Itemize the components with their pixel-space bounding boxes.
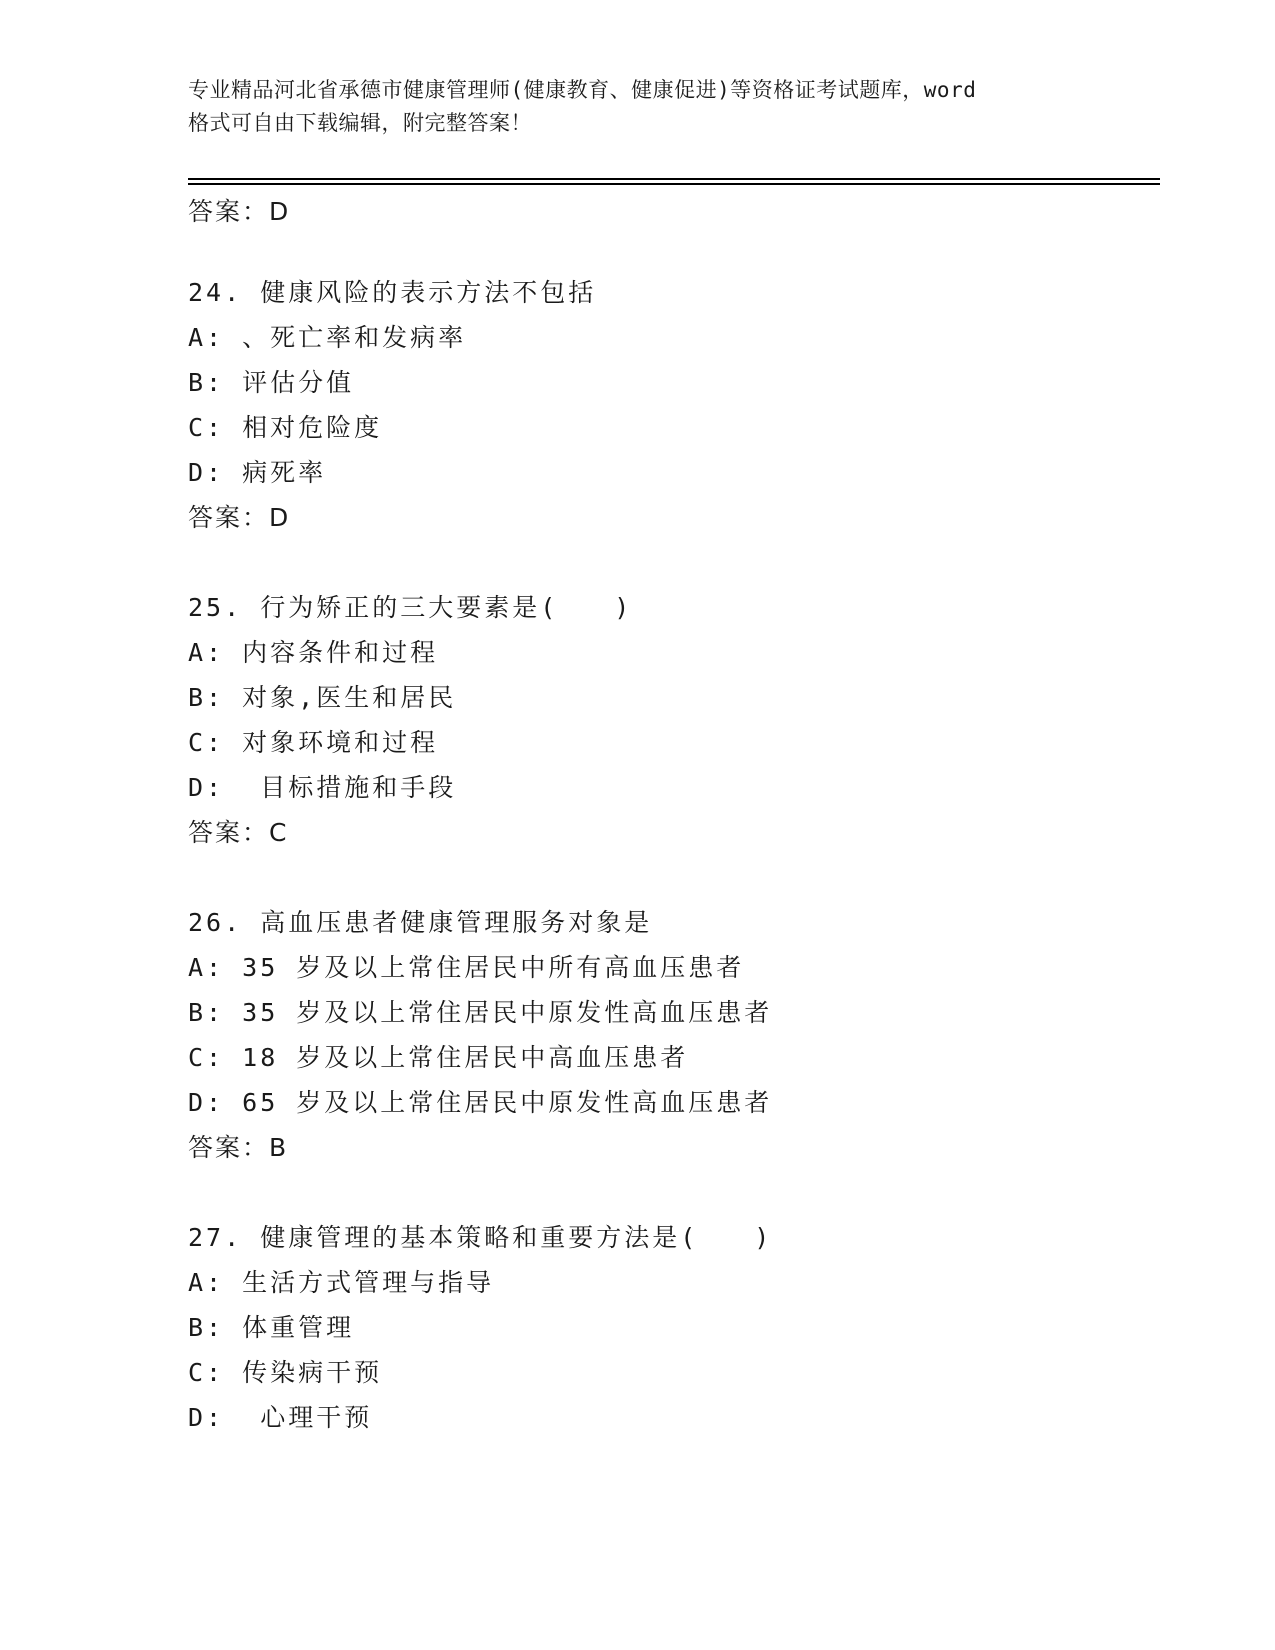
option-a: A: 内容条件和过程 bbox=[188, 638, 439, 667]
option-b: B: 对象,医生和居民 bbox=[188, 683, 457, 712]
option-c: C: 18 岁及以上常住居民中高血压患者 bbox=[188, 1043, 689, 1072]
page-header bbox=[188, 74, 1088, 140]
option-d: D: 心理干预 bbox=[188, 1403, 373, 1432]
answer-line: 答案：D bbox=[188, 503, 291, 532]
question-title: 25. 行为矫正的三大要素是( ) bbox=[188, 593, 633, 622]
option-b: B: 35 岁及以上常住居民中原发性高血压患者 bbox=[188, 998, 773, 1027]
header-divider-bottom bbox=[188, 183, 1160, 185]
option-d: D: 65 岁及以上常住居民中原发性高血压患者 bbox=[188, 1088, 773, 1117]
option-a: A: 生活方式管理与指导 bbox=[188, 1268, 495, 1297]
header-line-1: 专业精品河北省承德市健康管理师(健康教育、健康促进)等资格证考试题库，word bbox=[188, 78, 977, 102]
previous-answer: 答案：D bbox=[188, 197, 291, 226]
header-line-2: 格式可自由下载编辑，附完整答案！ bbox=[188, 111, 532, 135]
question-title: 24. 健康风险的表示方法不包括 bbox=[188, 278, 597, 307]
option-b: B: 体重管理 bbox=[188, 1313, 355, 1342]
header-divider-top bbox=[188, 178, 1160, 180]
option-c: C: 对象环境和过程 bbox=[188, 728, 439, 757]
question-title: 27. 健康管理的基本策略和重要方法是( ) bbox=[188, 1223, 773, 1252]
option-c: C: 相对危险度 bbox=[188, 413, 383, 442]
option-a: A: 、死亡率和发病率 bbox=[188, 323, 467, 352]
option-d: D: 病死率 bbox=[188, 458, 327, 487]
answer-line: 答案：B bbox=[188, 1133, 289, 1162]
question-title: 26. 高血压患者健康管理服务对象是 bbox=[188, 908, 653, 937]
option-d: D: 目标措施和手段 bbox=[188, 773, 457, 802]
option-a: A: 35 岁及以上常住居民中所有高血压患者 bbox=[188, 953, 745, 982]
answer-line: 答案：C bbox=[188, 818, 289, 847]
option-c: C: 传染病干预 bbox=[188, 1358, 383, 1387]
option-b: B: 评估分值 bbox=[188, 368, 355, 397]
